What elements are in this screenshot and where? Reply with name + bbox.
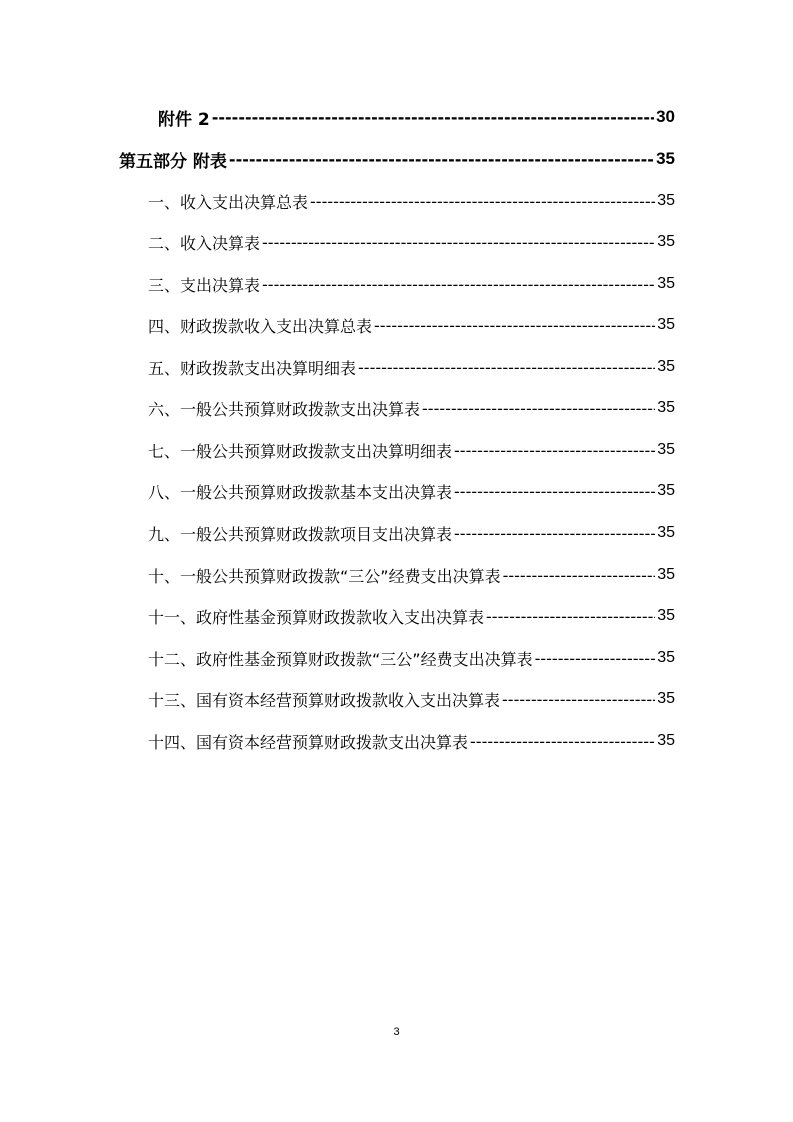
toc-entry[interactable] <box>148 311 675 339</box>
toc-dot-leader <box>533 644 658 672</box>
toc-entry[interactable] <box>148 685 675 713</box>
toc-entry-label: 十四、国有资本经营预算财政拨款支出决算表 <box>148 732 469 752</box>
toc-entry[interactable] <box>148 602 675 630</box>
toc-entry-page-number: 35 <box>657 690 675 707</box>
toc-entry-part-five[interactable] <box>119 145 675 173</box>
toc-entry-page-number: 35 <box>657 732 675 749</box>
toc-dot-leader <box>227 145 656 173</box>
toc-entry-label: 第五部分 附表 <box>119 151 227 172</box>
toc-dot-leader <box>356 353 657 381</box>
toc-entry[interactable] <box>148 644 675 672</box>
toc-entry-page-number: 35 <box>657 399 675 416</box>
toc-entry-page-number: 30 <box>656 107 675 126</box>
toc-entry-label: 八、一般公共预算财政拨款基本支出决算表 <box>148 482 453 502</box>
toc-dot-leader <box>210 103 656 131</box>
toc-dot-leader <box>308 187 657 215</box>
toc-entry-label: 四、财政拨款收入支出决算总表 <box>148 316 373 336</box>
toc-entry-page-number: 35 <box>657 316 675 333</box>
toc-entry-page-number: 35 <box>657 524 675 541</box>
toc-entry-label: 十一、政府性基金预算财政拨款收入支出决算表 <box>148 607 485 627</box>
toc-entry-page-number: 35 <box>657 649 675 666</box>
toc-entry[interactable] <box>148 519 675 547</box>
toc-dot-leader <box>484 602 657 630</box>
toc-dot-leader <box>468 727 657 755</box>
toc-entry-label: 十三、国有资本经营预算财政拨款收入支出决算表 <box>148 690 501 710</box>
toc-entry-page-number: 35 <box>657 192 675 209</box>
toc-entry[interactable] <box>148 394 675 422</box>
toc-entry-page-number: 35 <box>657 358 675 375</box>
toc-entry[interactable] <box>148 436 675 464</box>
toc-entry-label: 七、一般公共预算财政拨款支出决算明细表 <box>148 441 453 461</box>
toc-dot-leader <box>420 394 657 422</box>
toc-entry-page-number: 35 <box>657 566 675 583</box>
toc-entry[interactable] <box>148 561 675 589</box>
toc-dot-leader <box>500 685 657 713</box>
toc-entry[interactable] <box>148 727 675 755</box>
toc-entry-label: 二、收入决算表 <box>148 233 261 253</box>
toc-entry[interactable] <box>148 228 675 256</box>
toc-entry[interactable] <box>148 270 675 298</box>
toc-entry[interactable] <box>148 477 675 505</box>
toc-entry-page-number: 35 <box>657 275 675 292</box>
toc-entry-page-number: 35 <box>657 233 675 250</box>
toc-entry-label: 附件 2 <box>158 109 210 130</box>
toc-entry-label: 十、一般公共预算财政拨款“三公”经费支出决算表 <box>148 566 501 586</box>
toc-entry-page-number: 35 <box>657 441 675 458</box>
toc-dot-leader <box>452 477 657 505</box>
toc-dot-leader <box>260 270 657 298</box>
toc-dot-leader <box>501 561 658 589</box>
toc-entry[interactable] <box>148 353 675 381</box>
toc-entry-label: 十二、政府性基金预算财政拨款“三公”经费支出决算表 <box>148 649 533 669</box>
toc-dot-leader <box>452 436 657 464</box>
toc-entry-page-number: 35 <box>657 482 675 499</box>
toc-dot-leader <box>260 228 657 256</box>
toc-entry[interactable] <box>148 187 675 215</box>
toc-entry-page-number: 35 <box>656 149 675 168</box>
toc-entry-label: 一、收入支出决算总表 <box>148 192 309 212</box>
page-number-footer: 3 <box>393 1026 400 1038</box>
toc-dot-leader <box>372 311 657 339</box>
toc-entry-label: 六、一般公共预算财政拨款支出决算表 <box>148 399 421 419</box>
toc-entry-label: 五、财政拨款支出决算明细表 <box>148 358 357 378</box>
toc-dot-leader <box>452 519 657 547</box>
toc-entry-page-number: 35 <box>657 607 675 624</box>
toc-entry-appendix-2[interactable] <box>158 103 675 131</box>
toc-entry-label: 九、一般公共预算财政拨款项目支出决算表 <box>148 524 453 544</box>
toc-entry-label: 三、支出决算表 <box>148 275 261 295</box>
